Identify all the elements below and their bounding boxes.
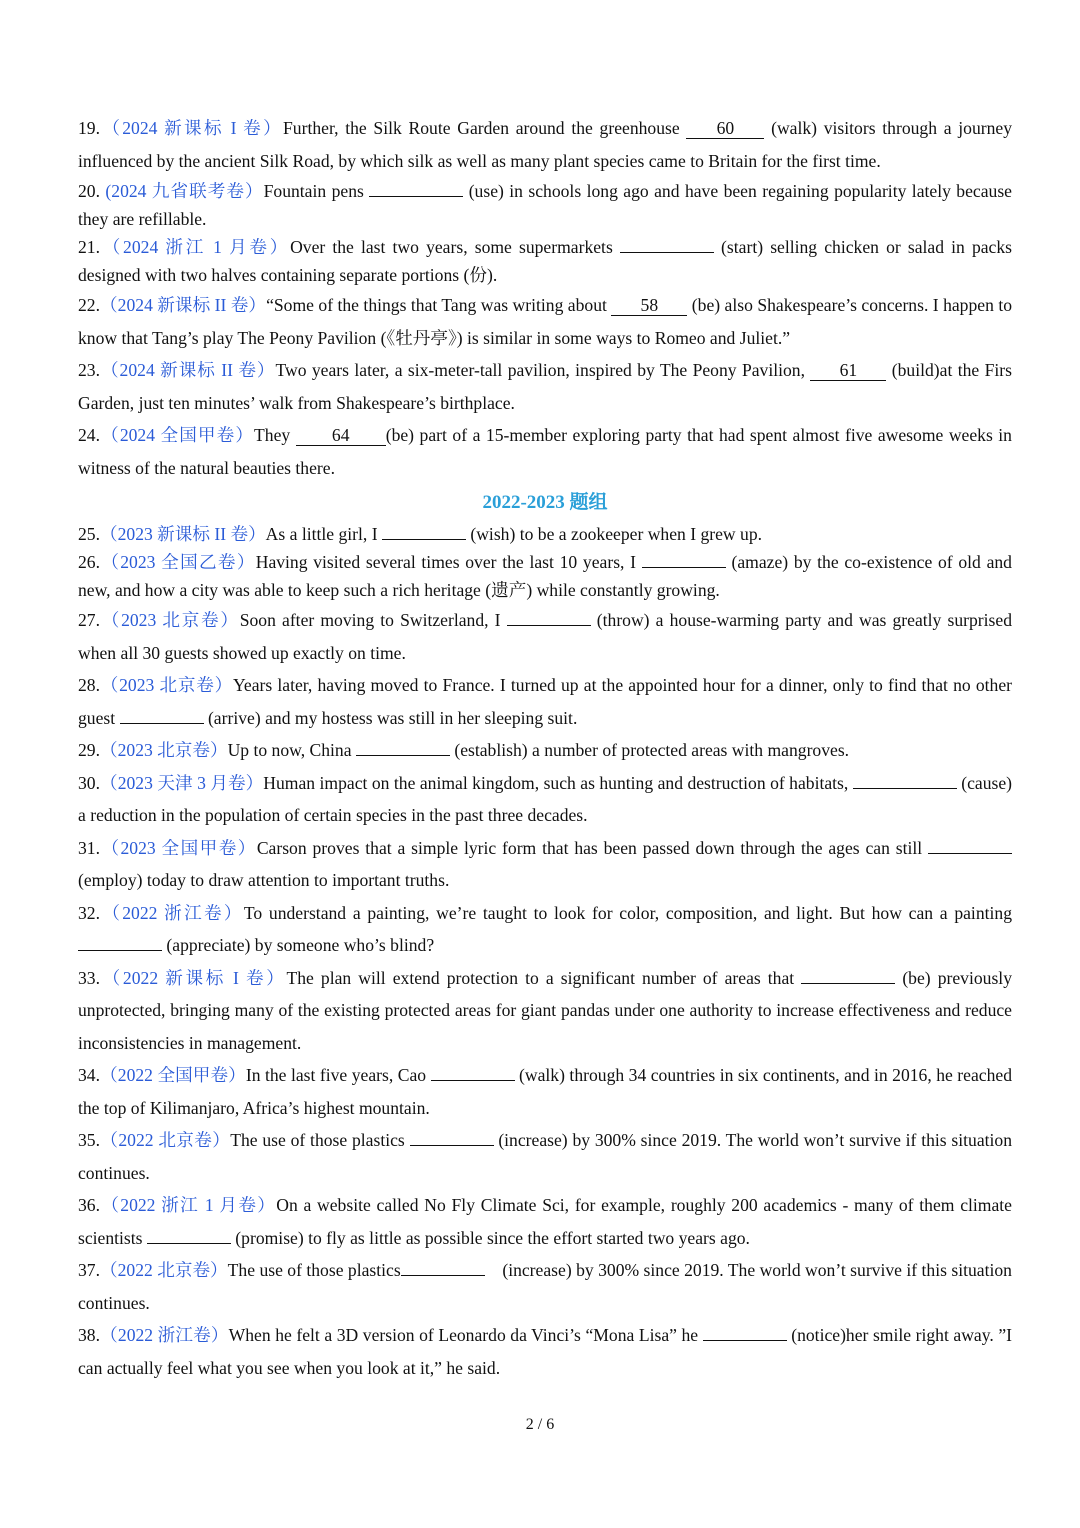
answer-blank xyxy=(853,788,957,789)
question-source: （2023 北京卷） xyxy=(100,610,240,630)
question-text: Over the last two years, some supermarkets xyxy=(290,237,620,257)
question-source: （2023 新课标 II 卷） xyxy=(100,524,266,544)
question-text: (walk) visitors through a journey influenced by the ancient Silk Road, by which silk as well as many plant species came to Britain for the first time. xyxy=(78,118,1012,171)
answer-blank xyxy=(507,625,591,626)
question-number: 29. xyxy=(78,740,100,760)
question-number: 19. xyxy=(78,118,100,138)
question-text: (be) part of a 15-member exploring party that had spent almost five awesome weeks in witness of the natural beauties there. xyxy=(78,425,1012,478)
question-source: （2023 全国乙卷） xyxy=(100,552,256,572)
question-text: When he felt a 3D version of Leonardo da Vinci’s “Mona Lisa” he xyxy=(228,1325,703,1345)
question-text: In the last five years, Cao xyxy=(245,1065,431,1085)
question-28 xyxy=(78,669,1012,734)
question-number: 36. xyxy=(78,1195,100,1215)
question-text: (build)at the Firs Garden, just ten minutes’ walk from Shakespeare’s birthplace. xyxy=(78,360,1012,413)
question-37 xyxy=(78,1254,1012,1319)
question-20 xyxy=(78,177,1012,233)
question-text: Years later, having moved to France. I turned up at the appointed hour for a dinner, only to find that no other guest xyxy=(78,675,1012,728)
question-number: 20. xyxy=(78,181,100,201)
question-number: 24. xyxy=(78,425,100,445)
question-source: （2022 新课标 I 卷） xyxy=(100,967,287,988)
question-source: (2024 九省联考卷） xyxy=(100,181,264,201)
question-number: 25. xyxy=(78,524,100,544)
question-number: 38. xyxy=(78,1325,100,1345)
question-text: To understand a painting, we’re taught to look for color, composition, and light. But how can a painting xyxy=(243,902,1012,923)
question-number: 28. xyxy=(78,675,100,695)
question-text: Carson proves that a simple lyric form that has been passed down through the ages can still xyxy=(256,837,928,858)
question-text: (throw) a house-warming party and was greatly surprised when all 30 guests showed up exactly on time. xyxy=(78,610,1012,663)
question-text: On a website called No Fly Climate Sci, for example, roughly 200 academics - many of them climate scientists xyxy=(78,1195,1012,1248)
question-36 xyxy=(78,1189,1012,1254)
question-19 xyxy=(78,112,1012,177)
question-text: “Some of the things that Tang was writing about xyxy=(266,295,612,315)
question-number: 32. xyxy=(78,902,100,923)
question-source: （2023 全国甲卷） xyxy=(100,837,257,858)
question-text: They xyxy=(254,425,296,445)
question-source: （2024 浙江 1 月卷） xyxy=(100,237,291,257)
question-text: (promise) to fly as little as possible since the effort started two years ago. xyxy=(230,1227,750,1248)
question-number: 26. xyxy=(78,552,100,572)
answer-blank xyxy=(369,196,463,197)
question-35 xyxy=(78,1124,1012,1189)
question-source: （2022 浙江 1 月卷） xyxy=(100,1195,277,1215)
question-source: （2024 全国甲卷） xyxy=(100,425,255,445)
question-number: 37. xyxy=(78,1260,100,1280)
question-number: 35. xyxy=(78,1130,100,1150)
question-text: (increase) by 300% since 2019. The world won’t survive if this situation continues. xyxy=(78,1260,1012,1313)
question-text: (employ) today to draw attention to important truths. xyxy=(78,870,450,890)
question-source: （2023 北京卷） xyxy=(100,740,228,760)
answer-blank xyxy=(401,1275,485,1276)
answer-blank xyxy=(620,252,714,253)
document-body xyxy=(78,112,1012,1384)
question-text: (increase) by 300% since 2019. The world won’t survive if this situation continues. xyxy=(78,1130,1012,1183)
question-22 xyxy=(78,289,1012,354)
page-number: 2 / 6 xyxy=(525,1416,555,1433)
question-text: (appreciate) by someone who’s blind? xyxy=(162,935,435,955)
answer-blank xyxy=(431,1080,515,1081)
question-text: (be) also Shakespeare’s concerns. I happen to know that Tang’s play The Peony Pavilion (《牡丹亭》) is similar in some ways to Romeo and Juliet.” xyxy=(78,295,1013,348)
question-30 xyxy=(78,767,1012,832)
question-text: (wish) to be a zookeeper when I grew up. xyxy=(465,524,763,544)
answer-blank: 58 xyxy=(611,296,687,316)
question-34 xyxy=(78,1059,1012,1124)
question-25 xyxy=(78,520,1012,548)
question-number: 21. xyxy=(78,237,100,257)
answer-blank: 61 xyxy=(810,361,886,381)
question-source: （2024 新课标 I 卷） xyxy=(100,118,284,138)
answer-blank xyxy=(120,723,204,724)
answer-blank xyxy=(410,1145,494,1146)
question-text: Fountain pens xyxy=(263,181,370,201)
question-text: The use of those plastics xyxy=(230,1130,410,1150)
question-source: （2022 北京卷） xyxy=(100,1260,228,1280)
answer-blank: 64 xyxy=(296,426,386,446)
answer-blank: 60 xyxy=(686,119,764,139)
question-source: （2023 天津 3 月卷） xyxy=(100,772,264,793)
question-source: （2022 全国甲卷） xyxy=(100,1065,246,1085)
answer-blank xyxy=(928,853,1012,854)
question-text: The plan will extend protection to a significant number of areas that xyxy=(286,967,802,988)
question-source: （2022 浙江卷） xyxy=(100,1325,229,1345)
question-text: Having visited several times over the last 10 years, I xyxy=(255,552,642,572)
answer-blank xyxy=(642,567,726,568)
question-24 xyxy=(78,419,1012,484)
question-source: （2024 新课标 II 卷） xyxy=(100,360,276,380)
question-text: (start) selling chicken or salad in packs designed with two halves containing separate portions (份). xyxy=(78,237,1013,285)
answer-blank xyxy=(801,983,895,984)
question-number: 34. xyxy=(78,1065,100,1085)
question-text: Soon after moving to Switzerland, I xyxy=(239,610,507,630)
question-38 xyxy=(78,1319,1012,1384)
question-text: (notice)her smile right away. ”I can actually feel what you see when you look at it,” he said. xyxy=(78,1325,1012,1378)
question-text: (cause) a reduction in the population of certain species in the past three decades. xyxy=(78,772,1013,825)
question-number: 33. xyxy=(78,967,100,988)
question-31 xyxy=(78,832,1012,897)
question-text: Two years later, a six-meter-tall pavilion, inspired by The Peony Pavilion, xyxy=(275,360,811,380)
question-text: As a little girl, I xyxy=(265,524,382,544)
question-21 xyxy=(78,233,1012,289)
question-source: （2022 浙江卷） xyxy=(100,902,244,923)
answer-blank xyxy=(147,1243,231,1244)
question-text: Human impact on the animal kingdom, such as hunting and destruction of habitats, xyxy=(263,772,853,793)
question-text: (walk) through 34 countries in six continents, and in 2016, he reached the top of Kilimanjaro, Africa’s highest mountain. xyxy=(78,1065,1012,1118)
question-number: 30. xyxy=(78,772,100,793)
question-33 xyxy=(78,962,1012,1060)
answer-blank xyxy=(356,755,450,756)
question-text: (establish) a number of protected areas with mangroves. xyxy=(449,740,850,760)
question-text: (amaze) by the co-existence of old and new, and how a city was able to keep such a rich heritage (遗产) while constantly growing. xyxy=(78,552,1012,600)
question-number: 23. xyxy=(78,360,100,380)
question-text: Up to now, China xyxy=(227,740,356,760)
question-text: (be) previously unprotected, bringing many of the existing protected areas for giant pandas under one authority to increase effectiveness and reduce inconsistencies in management. xyxy=(78,967,1012,1053)
question-text: Further, the Silk Route Garden around the greenhouse xyxy=(283,118,687,138)
question-number: 22. xyxy=(78,295,100,315)
question-number: 31. xyxy=(78,837,100,858)
question-23 xyxy=(78,354,1012,419)
question-32 xyxy=(78,897,1012,962)
question-number: 27. xyxy=(78,610,100,630)
question-29 xyxy=(78,734,1012,767)
answer-blank xyxy=(382,539,466,540)
section-title: 2022-2023 题组 xyxy=(482,492,608,513)
answer-blank xyxy=(78,950,162,951)
question-text: (arrive) and my hostess was still in her sleeping suit. xyxy=(203,707,578,728)
question-27 xyxy=(78,604,1012,669)
question-source: （2022 北京卷） xyxy=(100,1130,231,1150)
question-text: The use of those plastics xyxy=(227,1260,401,1280)
question-text: (use) in schools long ago and have been regaining popularity lately because they are refillable. xyxy=(78,181,1012,229)
question-source: （2024 新课标 II 卷） xyxy=(100,295,267,315)
answer-blank xyxy=(703,1340,787,1341)
question-source: （2023 北京卷） xyxy=(100,675,233,695)
question-26 xyxy=(78,548,1012,604)
